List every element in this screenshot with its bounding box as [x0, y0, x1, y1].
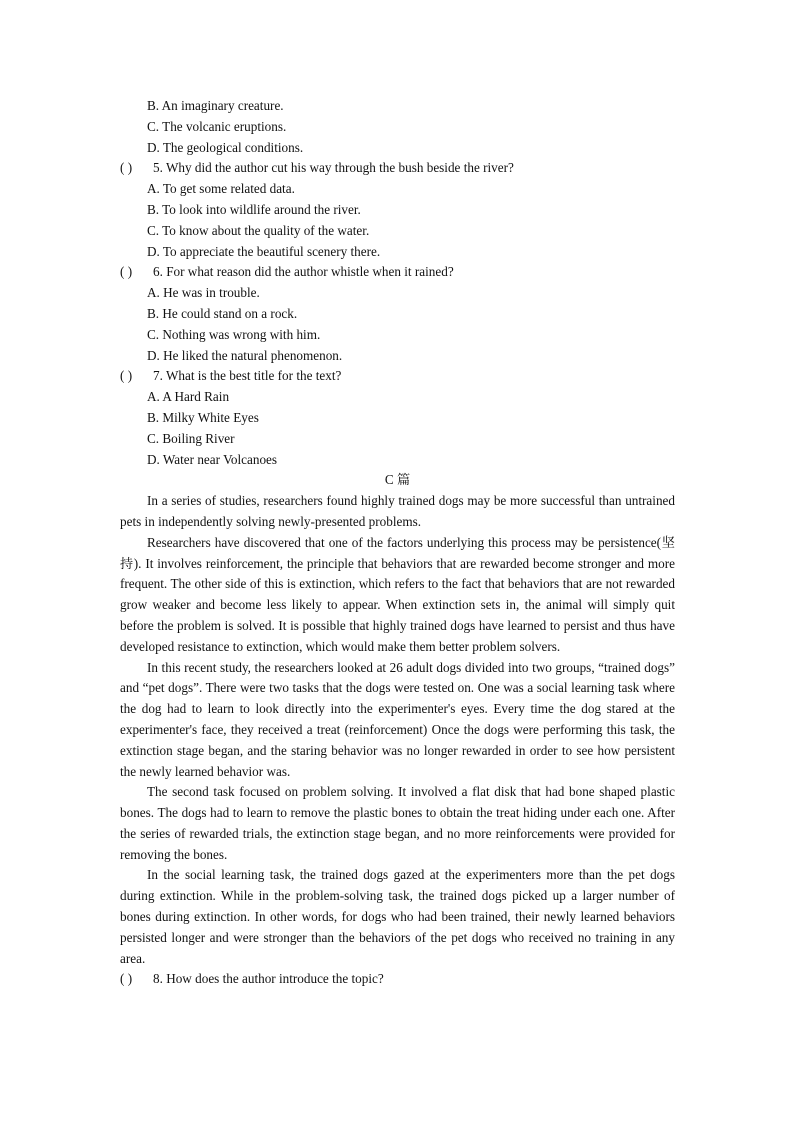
q5-option-c: C. To know about the quality of the water. — [147, 222, 370, 238]
question-8 — [120, 969, 675, 990]
answer-blank[interactable]: ( ) — [120, 160, 133, 176]
q6-option-a: A. He was in trouble. — [147, 285, 260, 301]
q4-option-d: D. The geological conditions. — [147, 139, 304, 155]
q4-option-b: B. An imaginary creature. — [147, 98, 284, 113]
q4-option-c: C. The volcanic eruptions. — [147, 118, 287, 134]
answer-blank[interactable]: ( ) — [120, 264, 133, 280]
question-text: 5. Why did the author cut his way through the bush beside the river? — [153, 160, 514, 176]
question-7 — [120, 366, 675, 387]
passage-paragraph-1: In a series of studies, researchers found highly trained dogs may be more successful than untrained pets in independently solving newly-presented problems. — [120, 493, 675, 529]
q6-option-c: C. Nothing was wrong with him. — [147, 326, 321, 342]
question-text: 7. What is the best title for the text? — [153, 368, 342, 384]
q5-option-d: D. To appreciate the beautiful scenery there. — [147, 243, 381, 259]
q5-option-a: A. To get some related data. — [147, 181, 295, 197]
section-title: C 篇 — [384, 472, 411, 488]
question-text: 8. How does the author introduce the topic? — [153, 971, 384, 987]
passage-paragraph-4: The second task focused on problem solving. It involved a flat disk that had bone shaped plastic bones. The dogs had to learn to remove the plastic bones to obtain the treat hiding under each one. After the series of rewarded trials, the extinction stage began, and no more reinforcements were provided for removing the bones. — [120, 784, 675, 862]
passage-paragraph-2: Researchers have discovered that one of the factors underlying this process may be persistence(坚持). It involves reinforcement, the principle that behaviors that are rewarded become stronger and more frequent. The other side of this is extinction, which refers to the fact that behaviors that are not rewarded grow weaker and become less likely to appear. When extinction sets in, the animal will simply quit before the problem is solved. It is possible that highly trained dogs have learned to persist and thus have developed resistance to extinction, which would make them better problem solvers. — [120, 534, 675, 654]
q5-option-b: B. To look into wildlife around the river. — [147, 201, 361, 217]
worksheet-page — [120, 96, 675, 990]
q7-option-d: D. Water near Volcanoes — [147, 451, 278, 467]
passage-paragraph-5: In the social learning task, the trained dogs gazed at the experimenters more than the pet dogs during extinction. While in the problem-solving task, the trained dogs picked up a larger number of bones during extinction. In other words, for dogs who had been trained, their newly learned behaviors persisted longer and were stronger than the behaviors of the pet dogs who received no training in any area. — [120, 867, 675, 966]
q6-option-d: D. He liked the natural phenomenon. — [147, 347, 343, 363]
question-text: 6. For what reason did the author whistle when it rained? — [153, 264, 454, 280]
q7-option-a: A. A Hard Rain — [147, 389, 230, 405]
question-5 — [120, 158, 675, 179]
answer-blank[interactable]: ( ) — [120, 971, 133, 987]
q7-option-c: C. Boiling River — [147, 430, 235, 446]
q7-option-b: B. Milky White Eyes — [147, 409, 259, 425]
passage-paragraph-3: In this recent study, the researchers looked at 26 adult dogs divided into two groups, “trained dogs” and “pet dogs”. There were two tasks that the dogs were tested on. One was a social learning task where the dog had to learn to look directly into the experimenter's eyes. Every time the dog stared at the experimenter's face, they received a treat (reinforcement) Once the dogs were performing this task, the extinction stage began, and the staring behavior was no longer rewarded in order to see how persistent the newly learned behavior was. — [120, 659, 675, 779]
question-6 — [120, 262, 675, 283]
answer-blank[interactable]: ( ) — [120, 368, 133, 384]
q6-option-b: B. He could stand on a rock. — [147, 305, 298, 321]
